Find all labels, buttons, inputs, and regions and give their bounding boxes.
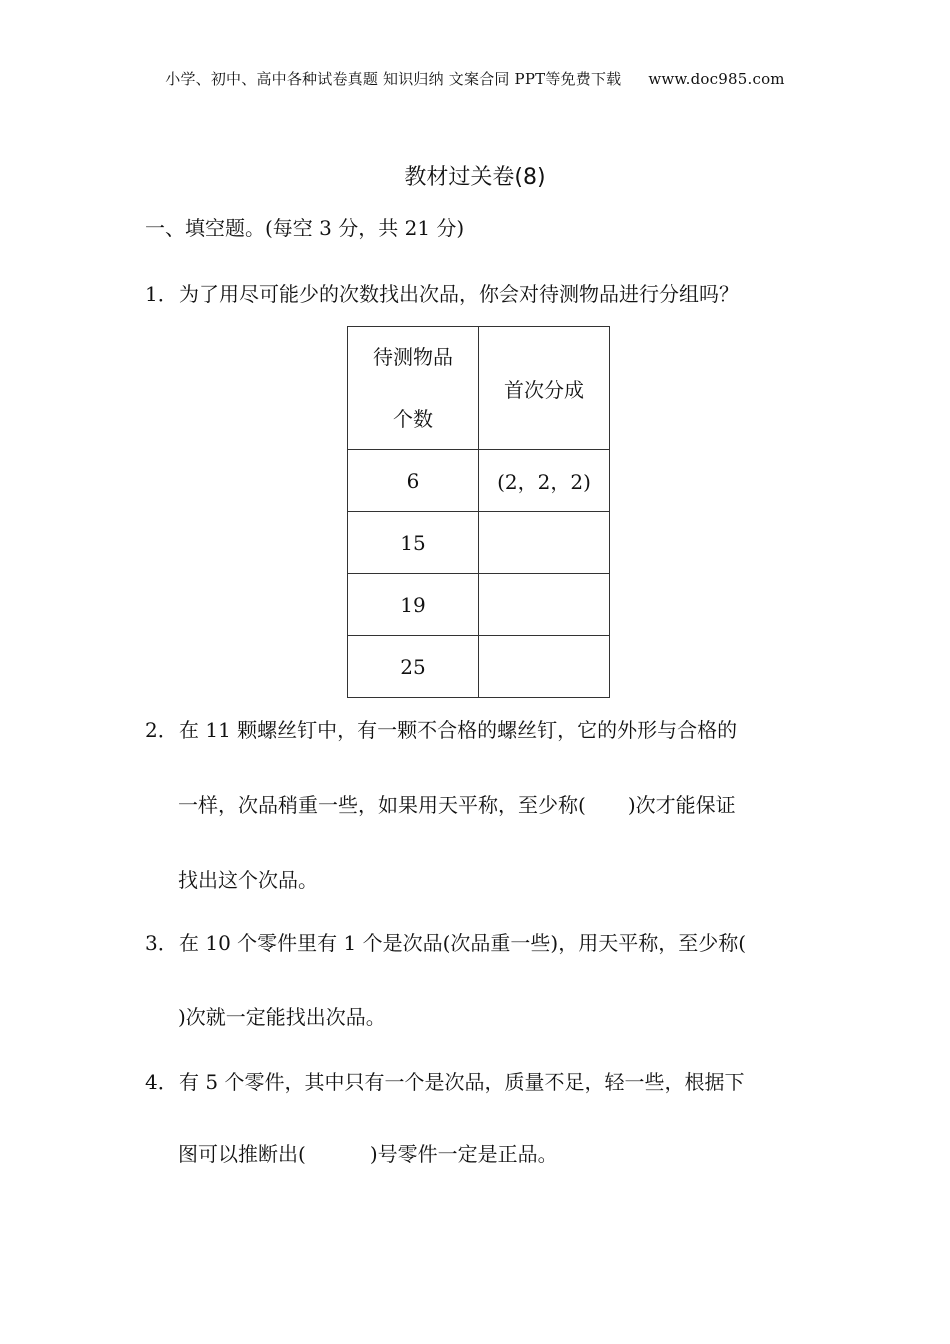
section-heading: 一、填空题。(每空 3 分，共 21 分): [145, 216, 465, 240]
question-2: [145, 714, 737, 743]
question-number: 1．: [145, 282, 178, 306]
table-cell-count: 15: [348, 512, 479, 574]
page-header: [0, 68, 950, 89]
question-text: 在 11 颗螺丝钉中，有一颗不合格的螺丝钉，它的外形与合格的: [179, 718, 738, 742]
question-number: 2．: [145, 718, 178, 742]
question-text: )次才能保证: [627, 793, 736, 817]
table-cell-split[interactable]: [479, 574, 610, 636]
question-number: 3．: [145, 931, 178, 955]
table-cell-split[interactable]: [479, 636, 610, 698]
question-2-line-2: [178, 789, 736, 818]
question-text: 有 5 个零件，其中只有一个是次品，质量不足，轻一些，根据下: [179, 1070, 745, 1094]
table-header-split: 首次分成: [479, 327, 610, 450]
table-row: [348, 450, 610, 512]
page-title: 教材过关卷(8): [404, 165, 546, 190]
table-row: [348, 636, 610, 698]
table-cell-split[interactable]: [479, 512, 610, 574]
table-row: [348, 512, 610, 574]
question-4-line-2: [178, 1138, 558, 1167]
table-cell-count: 19: [348, 574, 479, 636]
header-line: 待测物品: [373, 345, 453, 369]
question-text: 图可以推断出(: [178, 1142, 306, 1166]
question-3-line-2: )次就一定能找出次品。: [178, 1005, 386, 1029]
question-text: 为了用尽可能少的次数找出次品，你会对待测物品进行分组吗？: [179, 282, 739, 306]
question-2-line-3: 找出这个次品。: [178, 868, 318, 892]
grouping-table: [347, 326, 610, 698]
table-cell-count: 6: [348, 450, 479, 512]
table-cell-count: 25: [348, 636, 479, 698]
table-cell-split: (2，2，2): [479, 450, 610, 512]
question-4: [145, 1066, 744, 1095]
header-line: 个数: [393, 407, 433, 431]
question-text: 在 10 个零件里有 1 个是次品(次品重一些)，用天平称，至少称(: [179, 931, 747, 955]
question-number: 4．: [145, 1070, 178, 1094]
question-text: )号零件一定是正品。: [369, 1142, 558, 1166]
header-site: www.doc985.com: [648, 70, 785, 88]
question-3: [145, 927, 746, 956]
question-1: [145, 278, 739, 307]
table-header-count: [348, 327, 479, 450]
question-text: 一样，次品稍重一些，如果用天平称，至少称(: [178, 793, 586, 817]
table-row: [348, 574, 610, 636]
header-text: 小学、初中、高中各种试卷真题 知识归纳 文案合同 PPT等免费下载: [165, 70, 622, 88]
